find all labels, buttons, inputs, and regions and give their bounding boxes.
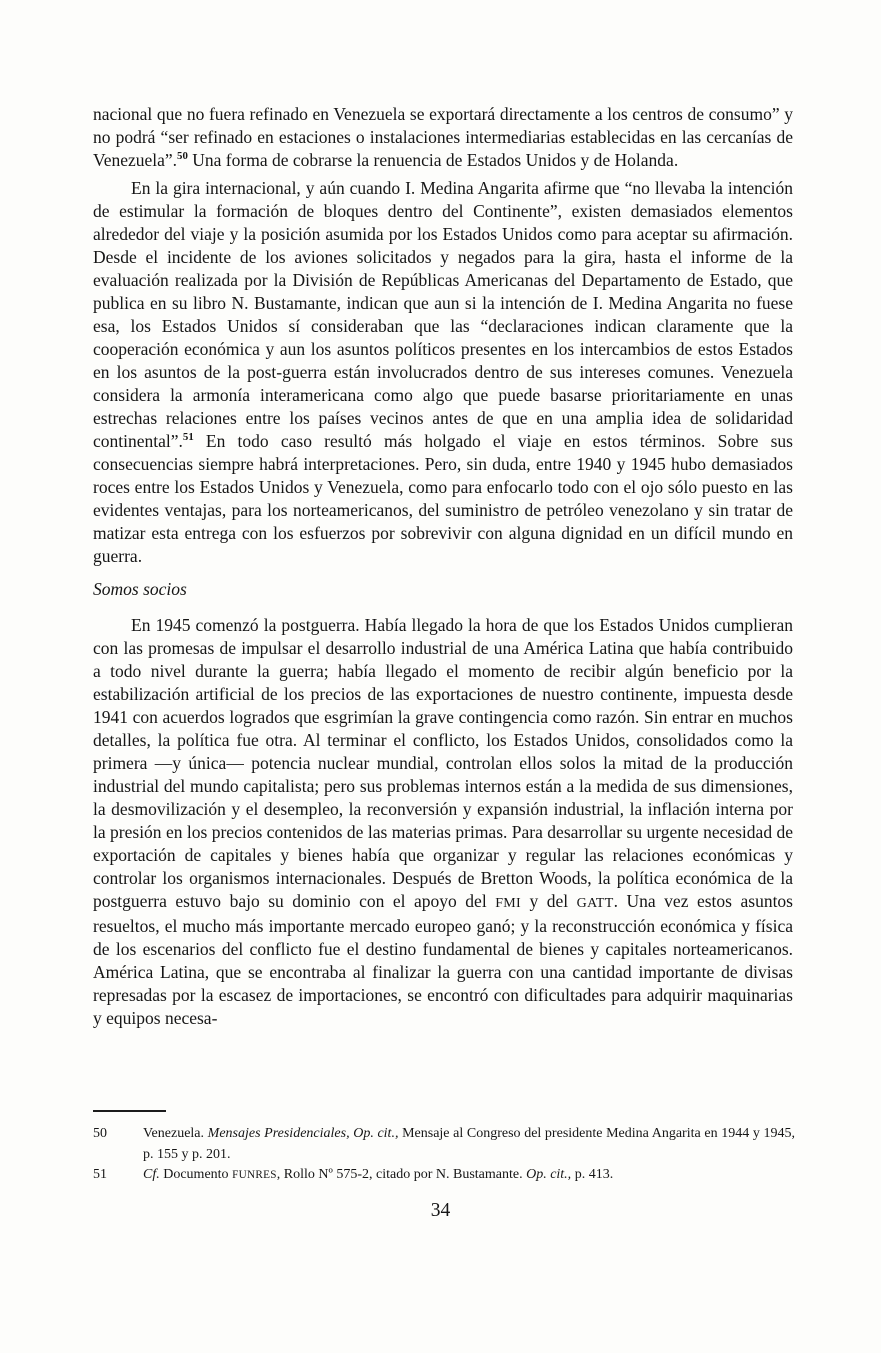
text-segment: GATT — [576, 896, 614, 911]
text-segment: En la gira internacional, y aún cuando I. Medina Angarita afirme que “no llevaba la intención de estimular la formación de bloques dentro del Continente”, existen demasiados elementos alrededor del viaje y la posición asumida por los Estados Unidos como para aceptar su afirmación. Desde el incidente de los aviones solicitados y negados para la gira, hasta el informe de la evaluación realizada por la División de Repúblicas Americanas del Departamento de Estado, que publica en su libro N. Bustamante, indican que aun si la intención de I. Medina Angarita no fuese esa, los Estados Unidos sí consideraban que las “declaraciones indican claramente que la cooperación económica y aun los asuntos políticos presentes en los intercambios de estos Estados en los asuntos de la post-guerra están involucrados dentro de sus intereses comunes. Venezuela considera la armonía interamericana como algo que puede basarse prioritariamente en unas estrechas relaciones entre los países vecinos antes de que en una amplia idea de solidaridad continental”. — [93, 178, 793, 451]
footnote-item — [93, 1124, 795, 1165]
footnote-text — [143, 1124, 795, 1165]
text-segment: . Una vez estos asuntos resueltos, el mucho más importante mercado europeo ganó; y la reconstrucción económica y física de los escenarios del conflicto fue el destino fundamental de bienes y capitales norteamericanos. América Latina, que se encontraba al finalizar la guerra con una cantidad importante de divisas represadas por la escasez de importaciones, se encontró con dificultades para adquirir maquinarias y equipos necesa- — [93, 891, 793, 1028]
text-segment: nacional que no fuera refinado en Venezuela se exportará directamente a los centros de consumo” y no podrá “ser refinado en estaciones o instalaciones intermediarias establecidas en las cercanías de Venezuela”. — [93, 104, 793, 170]
text-segment: Venezuela. — [143, 1126, 208, 1141]
text-segment: FUNRES — [232, 1169, 277, 1181]
text-segment: FMI — [495, 896, 521, 911]
text-segment: Op. cit., — [526, 1167, 572, 1182]
paragraph-group-top — [93, 103, 793, 568]
text-segment: , Rollo Nº 575-2, citado por N. Bustamante. — [276, 1167, 527, 1182]
text-segment: Documento — [159, 1167, 233, 1182]
footnote-number: 50 — [93, 1126, 107, 1141]
footnotes — [93, 1124, 795, 1186]
text-segment: Una forma de cobrarse la renuencia de Estados Unidos y de Holanda. — [187, 150, 679, 170]
text-segment: p. 413. — [571, 1167, 614, 1182]
footnote-marker: 51 — [182, 431, 194, 444]
footnote-text — [143, 1165, 795, 1186]
section-heading: Somos socios — [93, 579, 187, 599]
text-segment: y del — [521, 891, 577, 911]
footnote-item — [93, 1165, 795, 1186]
text-segment: Mensajes Presidenciales, Op. cit., — [207, 1126, 399, 1141]
footnote-number: 51 — [93, 1167, 107, 1182]
body-paragraph — [93, 172, 793, 568]
body-paragraph — [93, 103, 793, 172]
body-paragraph — [93, 614, 793, 1030]
footnote-marker: 50 — [177, 150, 188, 163]
footnote-separator — [93, 1110, 166, 1112]
page-number: 34 — [430, 1200, 451, 1221]
text-segment: En todo caso resultó más holgado el viaje en estos términos. Sobre sus consecuencias siempre habrá interpretaciones. Pero, sin duda, entre 1940 y 1945 hubo demasiados roces entre los Estados Unidos y Venezuela, como para enfocarlo todo con el ojo sólo puesto en las evidentes ventajas, para los norteamericanos, del suministro de petróleo venezolano y sin tratar de matizar esta entrega con los esfuerzos por sobrevivir con alguna dignidad en un difícil mundo en guerra. — [93, 431, 793, 566]
text-segment: En 1945 comenzó la postguerra. Había llegado la hora de que los Estados Unidos cumplieran con las promesas de impulsar el desarrollo industrial de una América Latina que había contribuido a todo nivel durante la guerra; había llegado el momento de recibir algún beneficio por la estabilización artificial de los precios de las exportaciones de nuestro continente, impuesta desde 1941 con acuerdos logrados que esgrimían la grave contingencia como razón. Sin entrar en muchos detalles, la política fue otra. Al terminar el conflicto, los Estados Unidos, consolidados como la primera —y única— potencia nuclear mundial, controlan ellos solos la mitad de la producción industrial del mundo capitalista; pero sus problemas internos están a la medida de sus dimensiones, la desmovilización y el desempleo, la reconversión y expansión industrial, la inflación interna por la presión en los precios contenidos de las materias primas. Para desarrollar su urgente necesidad de exportación de capitales y bienes había que organizar y regular las relaciones económicas y controlar los organismos internacionales. Después de Bretton Woods, la política económica de la postguerra estuvo bajo su dominio con el apoyo del — [93, 615, 793, 911]
page-body-text — [93, 103, 793, 1030]
text-segment: Cf. — [143, 1167, 160, 1182]
text-segment: Mensaje al Congreso del presidente Medina Angarita en 1944 y 1945, p. 155 y p. 201. — [143, 1126, 795, 1162]
paragraph-group-bottom — [93, 614, 793, 1030]
